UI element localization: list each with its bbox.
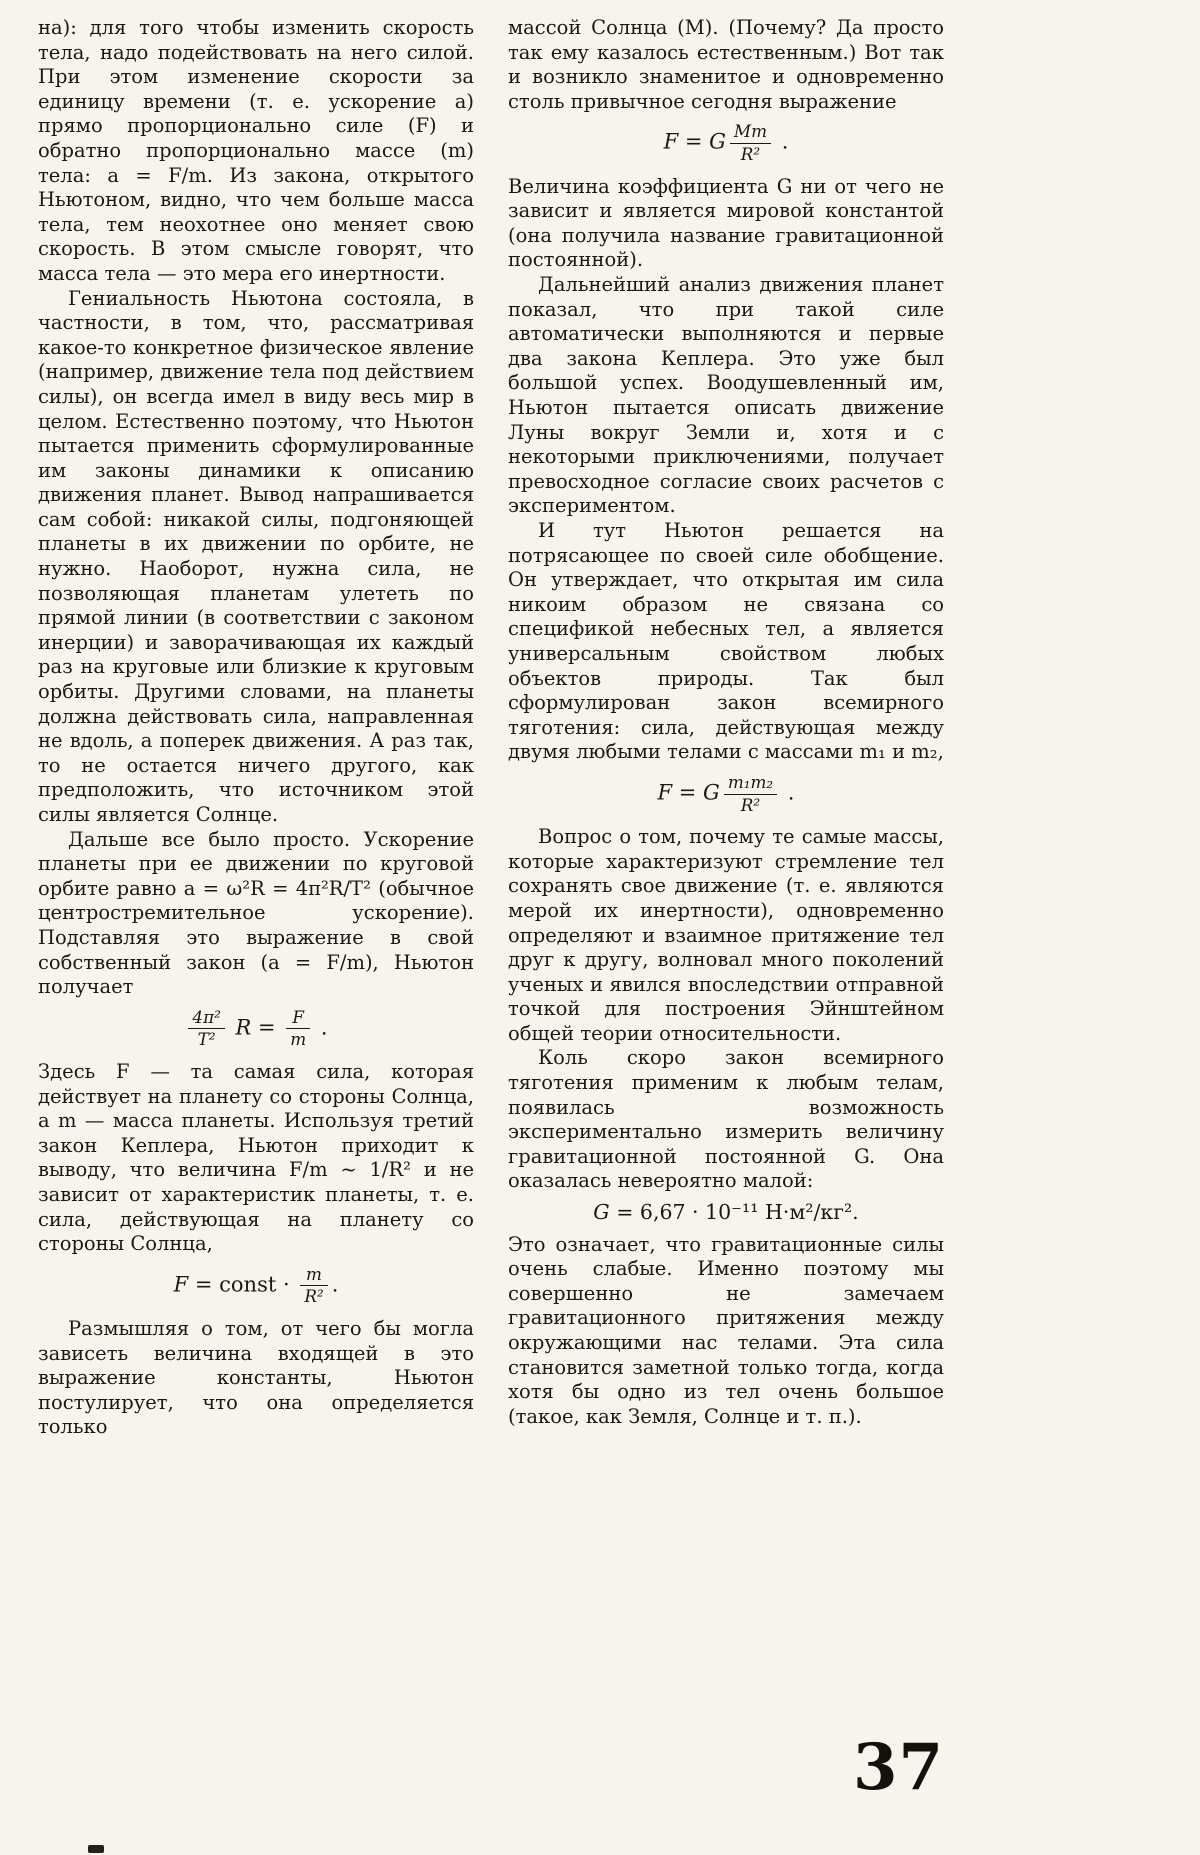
paragraph-sun-mass: массой Солнца (M). (Почему? Да просто так ему казалось естественным.) Вот так и возникло знаменитое и одновременно столь привычное сегодня выражение xyxy=(508,16,944,113)
paragraph-weak-gravity: Это означает, что гравитационные силы очень слабые. Именно поэтому мы совершенно не замечаем гравитационного притяжения между окружающими нас телами. Эта сила становится заметной только тогда, когда хотя бы одно из тел очень большое (такое, как Земля, Солнце и т. п.). xyxy=(508,1232,944,1428)
math-denominator: m xyxy=(286,1028,310,1049)
math-term: F = G xyxy=(657,780,720,805)
paragraph-kepler-laws-follow: Дальнейший анализ движения планет показал, что при такой силе автоматически выполняются и первые два закона Кеплера. Это уже был большой успех. Воодушевленный им, Ньютон пытается описать движение Луны вокруг Земли и, хотя и с некоторыми приключениями, получает превосходное согласие своих расчетов с экспериментом. xyxy=(508,273,944,518)
formula-force-const xyxy=(38,1263,474,1307)
math-term: . xyxy=(781,780,795,805)
left-column xyxy=(38,16,474,1440)
math-term: . xyxy=(775,130,789,154)
math-term: G xyxy=(593,1200,610,1225)
paragraph-constant-postulate: Размышляя о том, от чего бы могла зависеть величина входящей в это выражение константы, Ньютон постулирует, что она определяется только xyxy=(38,1317,474,1439)
math-denominator: R² xyxy=(730,143,771,164)
math-numerator: m xyxy=(306,1263,322,1284)
math-fraction xyxy=(724,771,777,815)
math-term: = const · xyxy=(188,1272,297,1297)
math-term: . xyxy=(331,1272,339,1297)
two-column-layout xyxy=(38,16,944,1440)
formula-gravity-sun xyxy=(508,123,944,163)
math-term: F xyxy=(173,1272,189,1297)
paragraph-circular-acceleration: Дальше все было просто. Ускорение планеты при ее движении по круговой орбите равно a = ω²R = 4π²R/T² (обычное центростремительное ускорение). Подставляя это выражение в свой собственный закон (a = F/m), Ньютон получает xyxy=(38,827,474,999)
math-numerator: Mm xyxy=(733,121,768,142)
paragraph-kepler-third-law: Здесь F — та самая сила, которая действует на планету со стороны Солнца, а m — масса планеты. Используя третий закон Кеплера, Ньютон приходит к выводу, что величина F/m ~ 1/R² и не зависит от характеристик планеты, т. е. сила, действующая на планету со стороны Солнца, xyxy=(38,1060,474,1256)
paragraph-inertia: на): для того чтобы изменить скорость тела, надо подействовать на него силой. При этом изменение скорости за единицу времени (т. е. ускорение a) прямо пропорционально силе (F) и обратно пропорционально массе (m) тела: a = F/m. Из закона, открытого Ньютоном, видно, что чем больше масса тела, тем неохотнее оно меняет свою скорость. В этом смысле говорят, что масса тела — это мера его инертности. xyxy=(38,16,474,285)
math-numerator: 4π² xyxy=(192,1006,221,1027)
math-denominator: T² xyxy=(188,1028,224,1049)
paragraph-newton-genius: Гениальность Ньютона состояла, в частности, в том, что, рассматривая какое-то конкретное физическое явление (например, движение тела под действием силы), он всегда имел в виду весь мир в целом. Естественно поэтому, что Ньютон пытается применить сформулированные им законы динамики к описанию движения планет. Вывод напрашивается сам собой: никакой силы, подгоняющей планеты в их движении по орбите, не нужно. Наоборот, нужна сила, не позволяющая планетам улететь по прямой линии (в соответствии с законом инерции) и заворачивающая их каждый раз на круговые или близкие к круговым орбиты. Другими словами, на планеты должна действовать сила, направленная не вдоль, а поперек движения. А раз так, то не остается ничего другого, как предположить, что источником этой силы является Солнце. xyxy=(38,286,474,826)
math-numerator: m₁m₂ xyxy=(727,771,774,792)
math-fraction xyxy=(188,1006,224,1050)
formula-g-value xyxy=(508,1200,944,1225)
paragraph-gravitational-constant: Величина коэффициента G ни от чего не зависит и является мировой константой (она получила название гравитационной постоянной). xyxy=(508,174,944,272)
math-term: . xyxy=(314,1015,328,1040)
math-term: F = G xyxy=(663,130,726,154)
math-denominator: R² xyxy=(300,1285,327,1306)
math-term: = 6,67 · 10⁻¹¹ Н·м²/кг². xyxy=(609,1200,859,1225)
math-denominator: R² xyxy=(724,794,777,815)
page-number: 37 xyxy=(852,1730,944,1805)
math-term: R = xyxy=(228,1015,283,1040)
math-fraction xyxy=(300,1263,327,1307)
formula-centripetal xyxy=(38,1006,474,1050)
math-numerator: F xyxy=(292,1006,305,1027)
math-fraction xyxy=(730,123,771,163)
scan-artifact xyxy=(88,1845,104,1853)
right-column xyxy=(508,16,944,1440)
math-fraction xyxy=(286,1006,310,1050)
paragraph-inertia-vs-gravity: Вопрос о том, почему те самые массы, которые характеризуют стремление тел сохранять свое движение (т. е. являются мерой их инертности), одновременно определяют и взаимное притяжение тел друг к другу, волновал много поколений ученых и явился впоследствии отправной точкой для построения Эйнштейном общей теории относительности. xyxy=(508,825,944,1045)
paragraph-universal-generalization: И тут Ньютон решается на потрясающее по своей силе обобщение. Он утверждает, что открытая им сила никоим образом не связана со спецификой небесных тел, а является универсальным свойством любых объектов природы. Так был сформулирован закон всемирного тяготения: сила, действующая между двумя любыми телами с массами m₁ и m₂, xyxy=(508,518,944,764)
formula-gravity-general xyxy=(508,771,944,815)
paragraph-measuring-g: Коль скоро закон всемирного тяготения применим к любым телам, появилась возможность экспериментально измерить величину гравитационной постоянной G. Она оказалась невероятно малой: xyxy=(508,1046,944,1193)
